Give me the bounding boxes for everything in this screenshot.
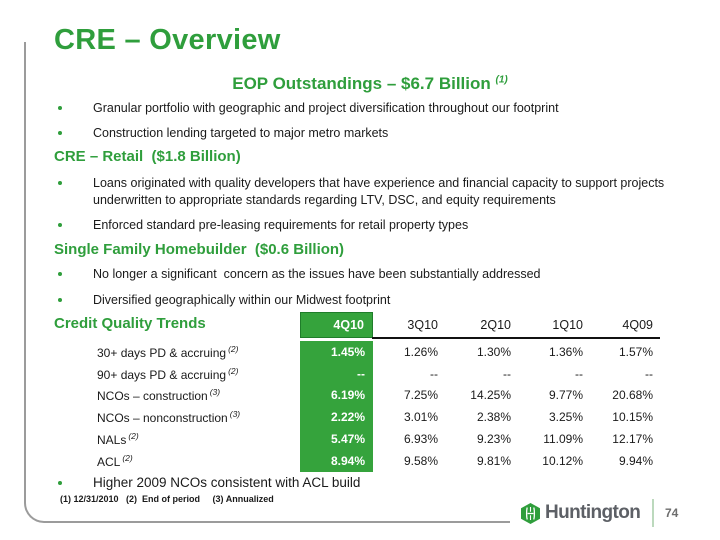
table-heading: Credit Quality Trends bbox=[54, 315, 206, 332]
page-number: 74 bbox=[665, 506, 679, 520]
cell-4q09: 1.57% bbox=[618, 344, 653, 359]
cell-4q10: 2.22% bbox=[300, 406, 373, 428]
cell-4q09: 20.68% bbox=[612, 388, 653, 403]
homebuilder-bullet-2 bbox=[58, 292, 685, 309]
cell-2q10: 9.23% bbox=[476, 432, 511, 447]
row-label: ACL $^{(2)}$ bbox=[97, 452, 133, 469]
cell-1q10: 9.77% bbox=[548, 388, 583, 403]
table-row bbox=[97, 385, 655, 407]
footnotes: (1) 12/31/2010 (2) End of period (3) Annualized bbox=[60, 494, 274, 504]
cell-3q10: 3.01% bbox=[403, 410, 438, 425]
cell-1q10: 1.36% bbox=[548, 344, 583, 359]
cell-1q10: -- bbox=[575, 366, 583, 381]
page-title: CRE – Overview bbox=[54, 24, 281, 56]
column-header-3q10: 3Q10 bbox=[407, 318, 438, 332]
cell-4q09: 12.17% bbox=[612, 432, 653, 447]
footnote-marker: (2) bbox=[122, 452, 133, 463]
cell-2q10: 9.81% bbox=[476, 453, 511, 468]
footnote-marker: (2) bbox=[228, 365, 239, 376]
bullet-icon bbox=[58, 106, 62, 110]
cell-1q10: 10.12% bbox=[542, 453, 583, 468]
bullet-icon bbox=[58, 481, 62, 485]
row-label: NCOs – construction $^{(3)}$ bbox=[97, 387, 221, 404]
bullet-icon bbox=[58, 298, 62, 302]
cell-3q10: 9.58% bbox=[403, 453, 438, 468]
subtitle bbox=[150, 74, 590, 94]
footnote-marker: (2) bbox=[228, 343, 239, 354]
cell-4q10: 1.45% bbox=[300, 341, 373, 363]
huntington-wordmark: Huntington bbox=[545, 502, 641, 523]
cell-3q10: 7.25% bbox=[403, 388, 438, 403]
table-row bbox=[97, 428, 655, 450]
row-label: 30+ days PD & accruing $^{(2)}$ bbox=[97, 343, 239, 360]
cell-4q10: 8.94% bbox=[300, 450, 373, 472]
bullet-icon bbox=[58, 223, 62, 227]
table-row bbox=[97, 341, 655, 363]
cell-2q10: 1.30% bbox=[476, 344, 511, 359]
closing-bullet bbox=[58, 475, 685, 492]
cell-4q09: 10.15% bbox=[612, 410, 653, 425]
huntington-logo bbox=[521, 502, 640, 524]
cell-2q10: 14.25% bbox=[470, 388, 511, 403]
bullet-text: Loans originated with quality developers that have experience and financial capacity to support projects underwritten to appropriate standards regarding LTV, DSC, and equity requirements bbox=[93, 176, 668, 207]
subtitle-footnote-marker: (1) bbox=[495, 74, 508, 86]
cell-4q09: 9.94% bbox=[618, 453, 653, 468]
table-header-underline bbox=[372, 337, 660, 339]
subtitle-text: EOP Outstandings – $6.7 Billion bbox=[232, 74, 496, 93]
table-header-row bbox=[97, 312, 655, 338]
footnote-marker: (2) bbox=[128, 431, 139, 442]
section-heading-homebuilder: Single Family Homebuilder ($0.6 Billion) bbox=[54, 241, 345, 258]
column-header-4q10: 4Q10 bbox=[300, 312, 373, 338]
row-label: NCOs – nonconstruction $^{(3)}$ bbox=[97, 409, 241, 426]
bullet-text: Construction lending targeted to major metro markets bbox=[93, 126, 389, 140]
cell-1q10: 3.25% bbox=[548, 410, 583, 425]
table-body bbox=[97, 341, 655, 472]
cell-4q09: -- bbox=[645, 366, 653, 381]
cell-3q10: 1.26% bbox=[403, 344, 438, 359]
bullet-icon bbox=[58, 131, 62, 135]
homebuilder-bullet-1 bbox=[58, 266, 685, 283]
row-label: NALs $^{(2)}$ bbox=[97, 431, 139, 448]
cell-2q10: -- bbox=[503, 366, 511, 381]
column-header-1q10: 1Q10 bbox=[552, 318, 583, 332]
bullet-text: Granular portfolio with geographic and project diversification throughout our footprint bbox=[93, 101, 559, 115]
bullet-text: No longer a significant concern as the issues have been substantially addressed bbox=[93, 267, 541, 281]
bullet-icon bbox=[58, 272, 62, 276]
cell-3q10: 6.93% bbox=[403, 432, 438, 447]
intro-bullet-2 bbox=[58, 125, 685, 142]
retail-bullet-1 bbox=[58, 175, 685, 208]
cell-4q10: 5.47% bbox=[300, 428, 373, 450]
cell-3q10: -- bbox=[430, 366, 438, 381]
bullet-text: Diversified geographically within our Midwest footprint bbox=[93, 293, 391, 307]
retail-bullet-2 bbox=[58, 217, 685, 234]
row-label: 90+ days PD & accruing $^{(2)}$ bbox=[97, 365, 239, 382]
cell-4q10: 6.19% bbox=[300, 385, 373, 407]
bullet-icon bbox=[58, 181, 62, 185]
footer-separator bbox=[652, 499, 654, 527]
bullet-text: Higher 2009 NCOs consistent with ACL build bbox=[93, 475, 361, 490]
huntington-hexagon-icon bbox=[521, 503, 540, 524]
footnote-marker: (3) bbox=[209, 387, 221, 398]
cell-2q10: 2.38% bbox=[476, 410, 511, 425]
table-row bbox=[97, 450, 655, 472]
footnote-marker: (3) bbox=[229, 409, 241, 420]
table-row bbox=[97, 406, 655, 428]
column-header-4q09: 4Q09 bbox=[622, 318, 653, 332]
table-row bbox=[97, 363, 655, 385]
cell-4q10: -- bbox=[300, 363, 373, 385]
cell-1q10: 11.09% bbox=[543, 432, 583, 447]
section-heading-cre-retail: CRE – Retail ($1.8 Billion) bbox=[54, 148, 241, 165]
intro-bullet-1 bbox=[58, 100, 685, 117]
bullet-text: Enforced standard pre-leasing requirements for retail property types bbox=[93, 218, 469, 232]
column-header-2q10: 2Q10 bbox=[480, 318, 511, 332]
